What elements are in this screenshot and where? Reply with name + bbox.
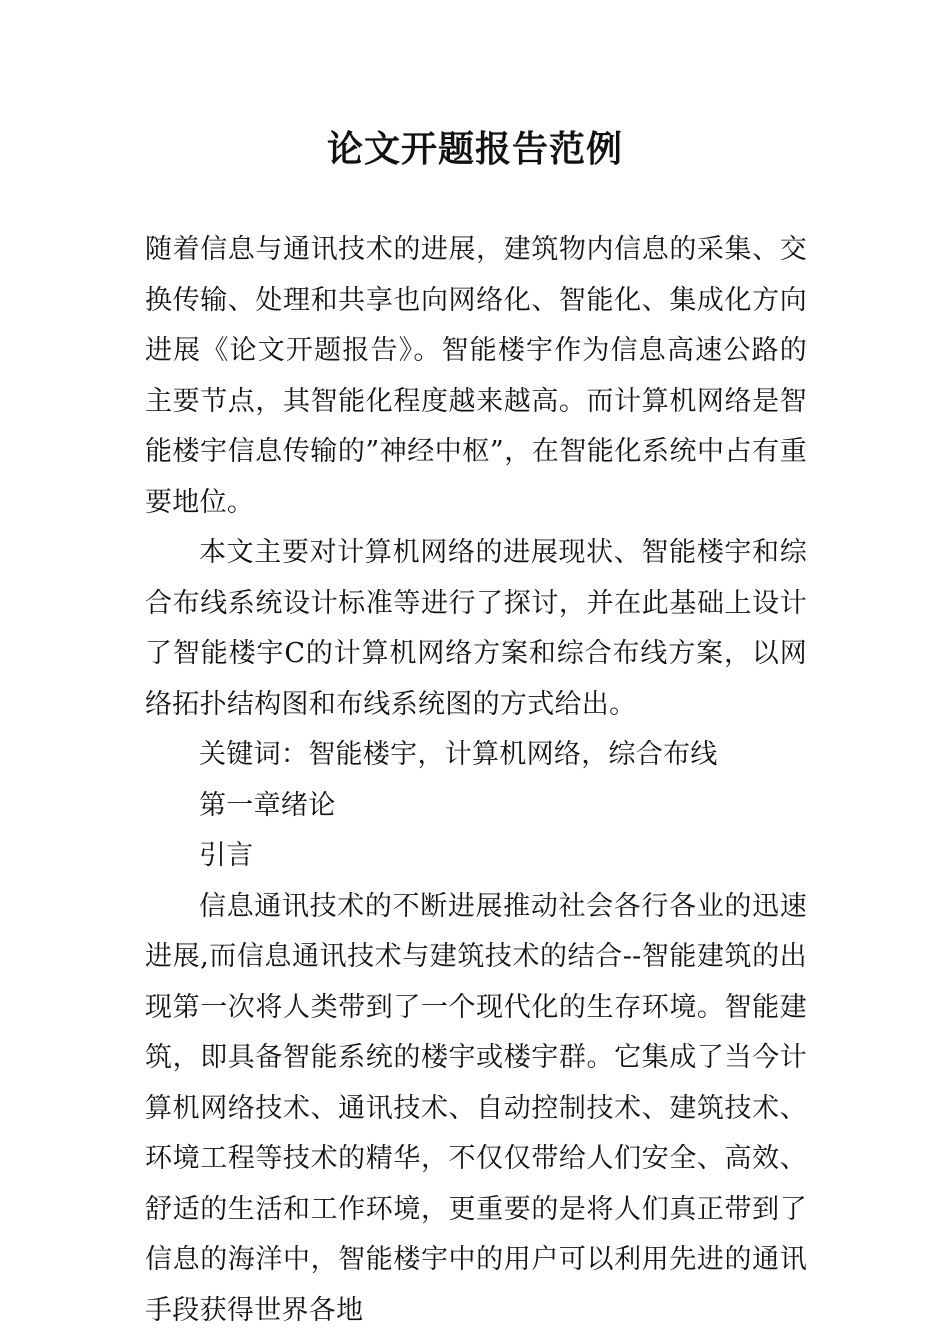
paragraph-abstract: 本文主要对计算机网络的进展现状、智能楼宇和综合布线系统设计标准等进行了探讨，并在此基础上设计了智能楼宇C的计算机网络方案和综合布线方案，以网络拓扑结构图和布线系统图的方式给出。 (145, 537, 807, 720)
section-heading: 引言 (199, 840, 254, 871)
chapter-heading: 第一章绪论 (199, 789, 336, 821)
document-body (145, 225, 807, 1336)
paragraph-intro: 随着信息与通讯技术的进展，建筑物内信息的采集、交换传输、处理和共享也向网络化、智能化、集成化方向进展《论文开题报告》。智能楼宇作为信息高速公路的主要节点，其智能化程度越来越高。而计算机网络是智能楼宇信息传输的”神经中枢”，在智能化系统中占有重要地位。 (145, 234, 807, 518)
document-title: 论文开题报告范例 (326, 129, 623, 170)
keywords-line: 关键词：智能楼宇，计算机网络，综合布线 (199, 739, 718, 770)
paragraph-section-text: 信息通讯技术的不断进展推动社会各行各业的迅速进展,而信息通讯技术与建筑技术的结合--智能建筑的出现第一次将人类带到了一个现代化的生存环境。智能建筑，即具备智能系统的楼宇或楼宇群。它集成了当今计算机网络技术、通讯技术、自动控制技术、建筑技术、环境工程等技术的精华，不仅仅带给人们安全、高效、舒适的生活和工作环境，更重要的是将人们真正带到了信息的海洋中，智能楼宇中的用户可以利用先进的通讯手段获得世界各地 (145, 890, 807, 1326)
